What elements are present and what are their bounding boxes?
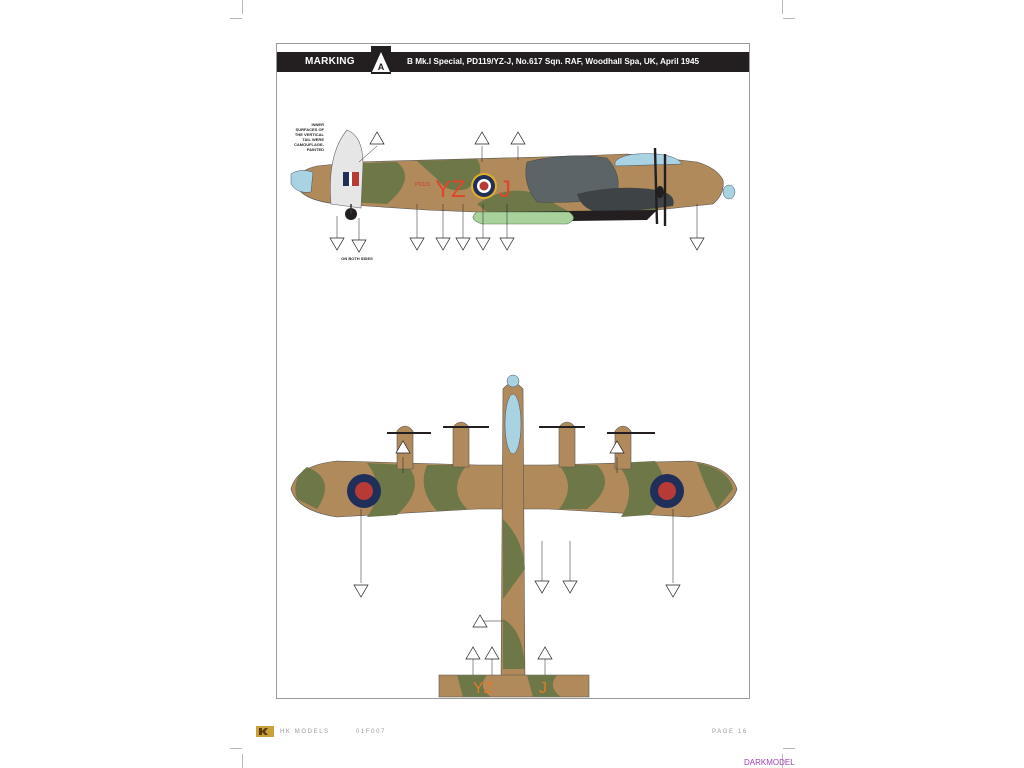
tail-fin — [330, 130, 363, 208]
fin-flash — [349, 172, 352, 186]
page-number: PAGE 16 — [712, 729, 748, 735]
crop-mark — [783, 748, 795, 749]
tailplane-code-j: J — [539, 680, 547, 697]
footer-brand: HK MODELS — [280, 729, 330, 735]
nose-turret — [723, 185, 735, 199]
code-letters-yz: YZ — [435, 176, 466, 203]
fin-flash — [343, 172, 349, 186]
instruction-sheet — [276, 43, 750, 699]
nose-turret-top — [507, 375, 519, 387]
marking-letter: A — [377, 62, 385, 72]
hk-models-logo — [256, 726, 274, 737]
marking-label: MARKING — [305, 56, 355, 67]
code-letter-j: J — [499, 176, 511, 203]
bomb — [473, 212, 574, 224]
serial-number: PD119 — [415, 182, 430, 188]
marking-title: B Mk.I Special, PD119/YZ-J, No.617 Sqn. RAF, Woodhall Spa, UK, April 1945 — [407, 57, 700, 66]
canopy-top — [505, 394, 521, 454]
wing-roundel — [347, 474, 381, 508]
crop-mark — [230, 18, 242, 19]
tailplane-code-yz: YZ — [473, 680, 494, 697]
side-view — [277, 44, 749, 274]
rear-turret — [291, 170, 313, 192]
crop-mark — [242, 754, 243, 768]
watermark: DARKMODEL — [744, 758, 795, 767]
crop-mark — [242, 0, 243, 14]
crop-mark — [783, 18, 795, 19]
crop-mark — [230, 748, 242, 749]
fin-flash — [352, 172, 359, 186]
both-sides-note: ON BOTH SIDES — [341, 256, 373, 261]
spinner — [656, 186, 664, 198]
wing-roundel — [650, 474, 684, 508]
plan-view — [277, 369, 749, 699]
crop-mark — [782, 0, 783, 14]
tail-note: INNER SURFACES OF THE VERTICAL TAIL WERE CAMOUFLAGE- PAINTED — [294, 122, 324, 152]
footer-code: 01F007 — [356, 729, 386, 735]
